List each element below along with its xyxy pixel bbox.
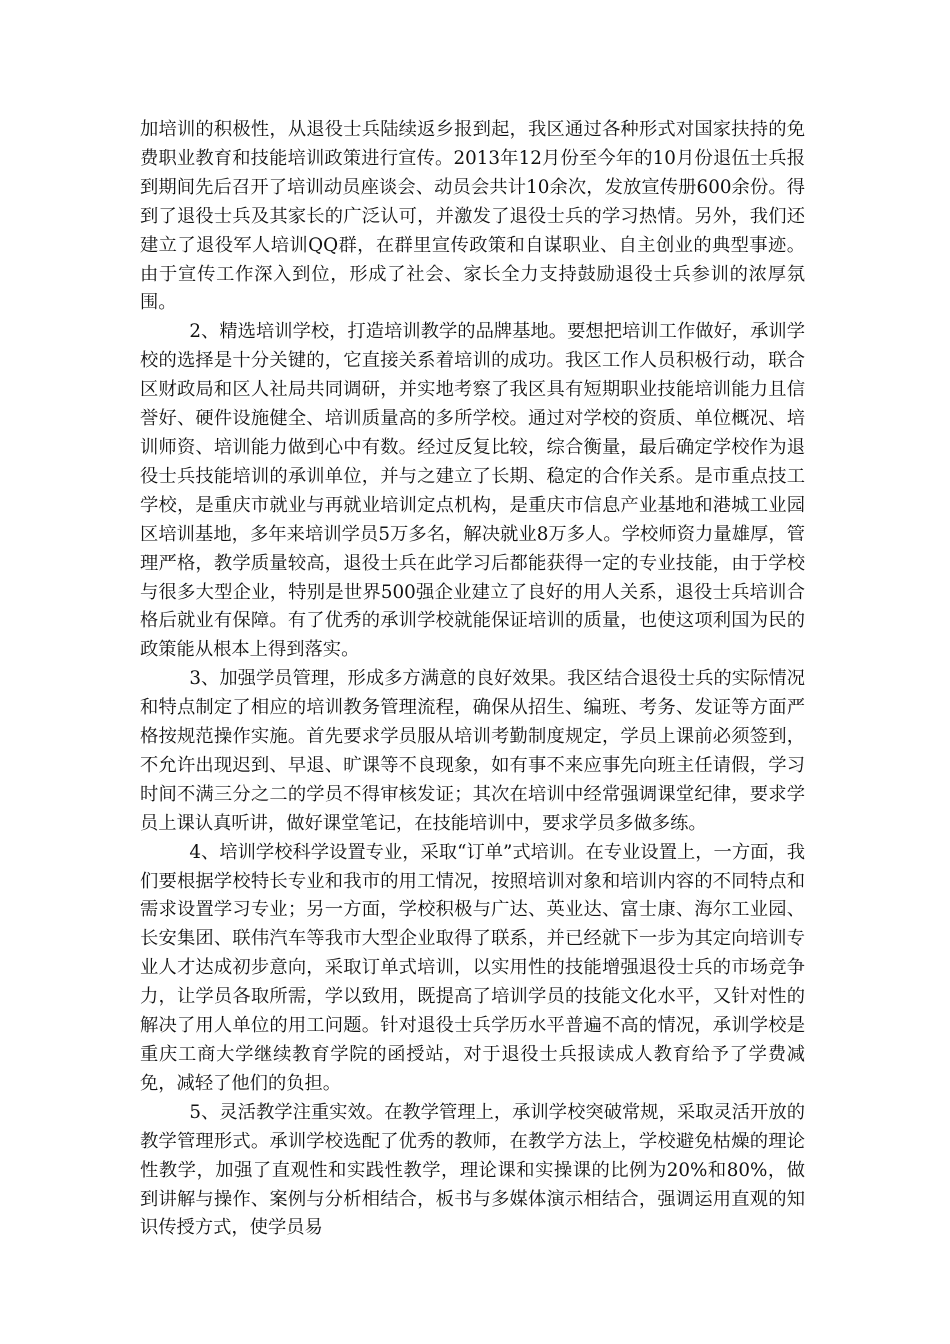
document-page [140, 116, 805, 1243]
paragraph-order-training: 4、培训学校科学设置专业，采取“订单”式培训。在专业设置上，一方面，我们要根据学校特长专业和我市的用工情况，按照培训对象和培训内容的不同特点和需求设置学习专业；另一方面，学校积极与广达、英业达、富士康、海尔工业园、长安集团、联伟汽车等我市大型企业取得了联系，并已经就下一步为其定向培训专业人才达成初步意向，采取订单式培训，以实用性的技能增强退役士兵的市场竞争力，让学员各取所需，学以致用，既提高了培训学员的技能文化水平，又针对性的解决了用人单位的用工问题。针对退役士兵学历水平普遍不高的情况，承训学校是重庆工商大学继续教育学院的函授站，对于退役士兵报读成人教育给予了学费减免，减轻了他们的负担。 [140, 841, 805, 1094]
paragraph-student-management: 3、加强学员管理，形成多方满意的良好效果。我区结合退役士兵的实际情况和特点制定了相应的培训教务管理流程，确保从招生、编班、考务、发证等方面严格按规范操作实施。首先要求学员服从培训考勤制度规定，学员上课前必须签到，不允许出现迟到、早退、旷课等不良现象，如有事不来应事先向班主任请假，学习时间不满三分之二的学员不得审核发证；其次在培训中经常强调课堂纪律，要求学员上课认真听讲，做好课堂笔记，在技能培训中，要求学员多做多练。 [140, 668, 805, 834]
paragraph-intro-continuation: 加培训的积极性，从退役士兵陆续返乡报到起，我区通过各种形式对国家扶持的免费职业教育和技能培训政策进行宣传。2013年12月份至今年的10月份退伍士兵报到期间先后召开了培训动员座谈会、动员会共计10余次，发放宣传册600余份。得到了退役士兵及其家长的广泛认可，并激发了退役士兵的学习热情。另外，我们还建立了退役军人培训QQ群，在群里宣传政策和自谋职业、自主创业的典型事迹。由于宣传工作深入到位，形成了社会、家长全力支持鼓励退役士兵参训的浓厚氛围。 [140, 119, 805, 314]
paragraph-select-school: 2、精选培训学校，打造培训教学的品牌基地。要想把培训工作做好，承训学校的选择是十分关键的，它直接关系着培训的成功。我区工作人员积极行动，联合区财政局和区人社局共同调研，并实地考察了我区具有短期职业技能培训能力且信誉好、硬件设施健全、培训质量高的多所学校。通过对学校的资质、单位概况、培训师资、培训能力做到心中有数。经过反复比较，综合衡量，最后确定学校作为退役士兵技能培训的承训单位，并与之建立了长期、稳定的合作关系。是市重点技工学校，是重庆市就业与再就业培训定点机构，是重庆市信息产业基地和港城工业园区培训基地，多年来培训学员5万多名，解决就业8万多人。学校师资力量雄厚，管理严格，教学质量较高，退役士兵在此学习后都能获得一定的专业技能，由于学校与很多大型企业，特别是世界500强企业建立了良好的用人关系，退役士兵培训合格后就业有保障。有了优秀的承训学校就能保证培训的质量，也使这项利国为民的政策能从根本上得到落实。 [140, 321, 805, 661]
paragraph-flexible-teaching: 5、灵活教学注重实效。在教学管理上，承训学校突破常规，采取灵活开放的教学管理形式。承训学校选配了优秀的教师，在教学方法上，学校避免枯燥的理论性教学，加强了直观性和实践性教学，理论课和实操课的比例为20%和80%，做到讲解与操作、案例与分析相结合，板书与多媒体演示相结合，强调运用直观的知识传授方式，使学员易 [140, 1101, 805, 1239]
